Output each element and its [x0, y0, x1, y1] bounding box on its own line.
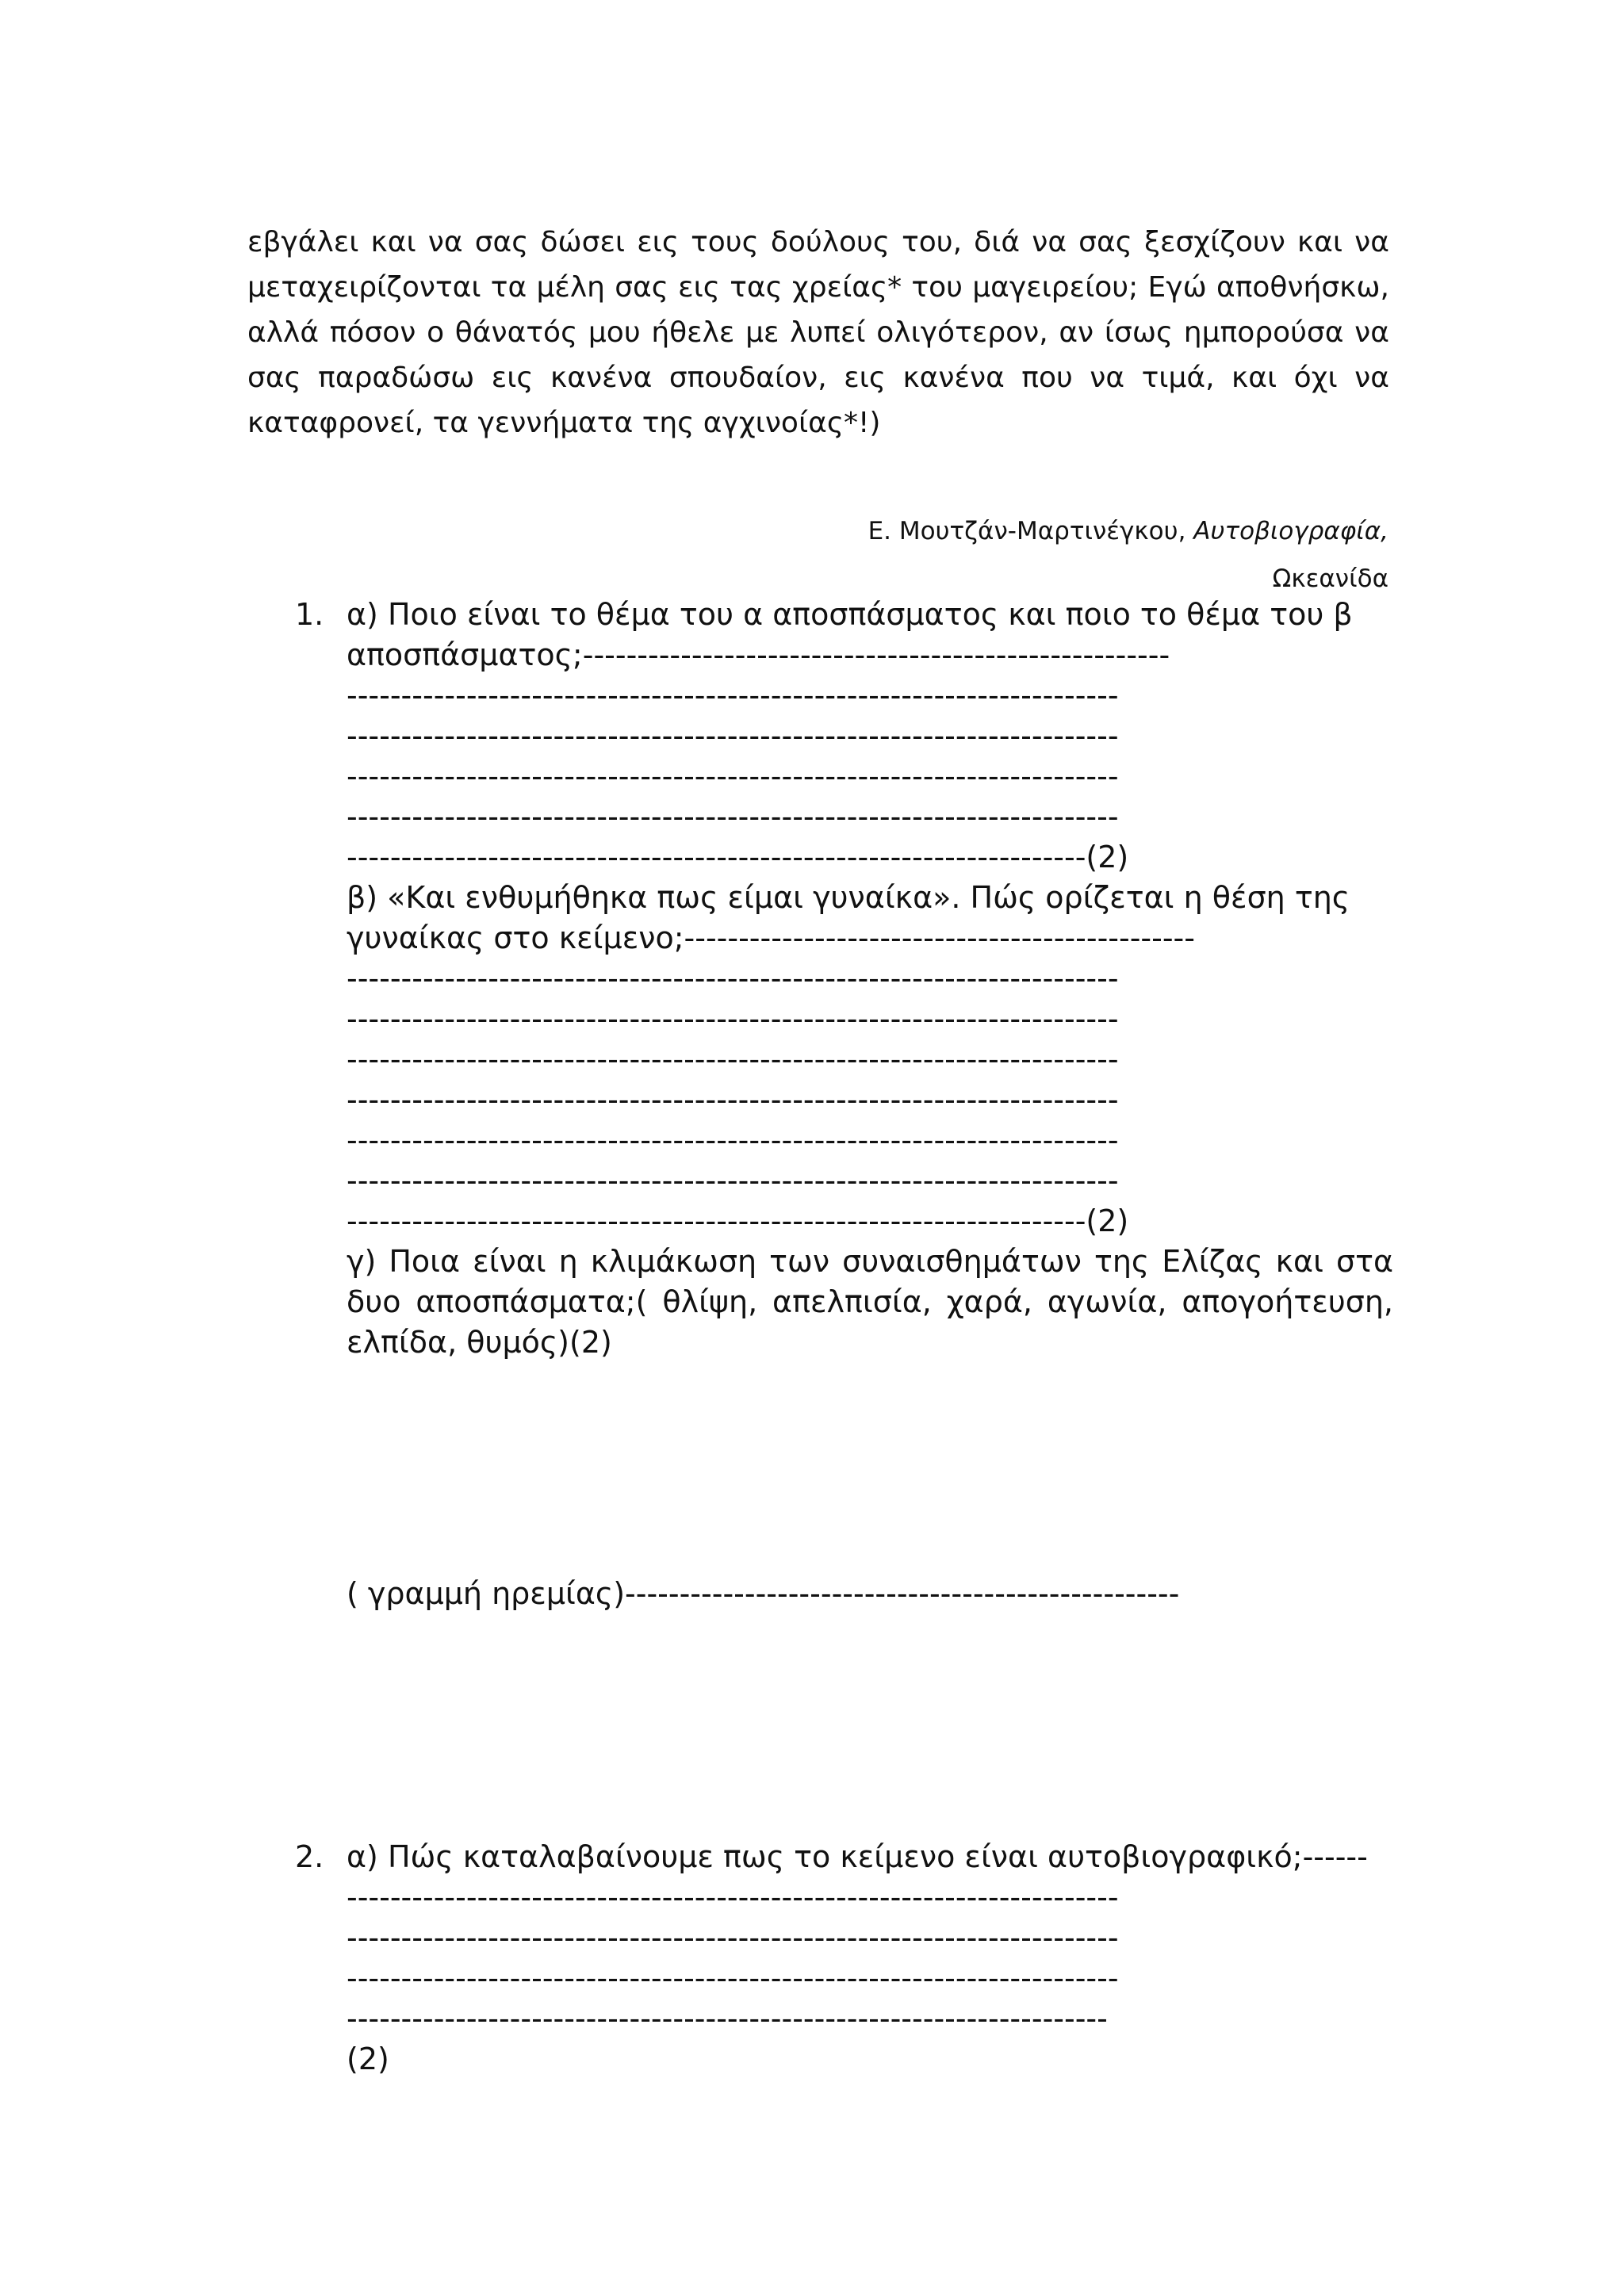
text-line: καταφρονεί, τα γεννήματα της αγχινοίας*!): [247, 407, 881, 439]
answer-line[interactable]: -----------------------------------------------------------------------: [347, 1082, 1119, 1117]
answer-line[interactable]: -----------------------------------------------------------------------: [347, 1123, 1119, 1158]
attribution-publisher: Ωκεανίδα: [1272, 564, 1388, 593]
question-2: [347, 1837, 1393, 2080]
score-label: (2): [347, 2042, 389, 2076]
question-text: γ) Ποια είναι η κλιμάκωση των συναισθημάτων της Ελίζας και στα: [347, 1244, 1393, 1279]
question-1: [347, 595, 1393, 1363]
answer-line-score[interactable]: --------------------------------------------------------------------(2): [347, 1203, 1129, 1238]
attribution-title: Αυτοβιογραφία,: [1193, 517, 1388, 545]
answer-line[interactable]: -----------------------------------------------------------------------: [347, 718, 1119, 753]
answer-line[interactable]: -----------------------------------------------------------------------: [347, 1880, 1119, 1915]
text-line: μεταχειρίζονται τα μέλη σας εις τας χρείας* του μαγειρείου; Εγώ αποθνήσκω,: [247, 271, 1389, 304]
text-line: σας παραδώσω εις κανένα σπουδαίον, εις κανένα που να τιμά, και όχι να: [247, 362, 1389, 394]
answer-line[interactable]: ----------------------------------------------------------------------: [347, 2001, 1108, 2036]
text-line: αλλά πόσον ο θάνατός μου ήθελε με λυπεί ολιγότερον, αν ίσως ημπορούσα να: [247, 316, 1389, 349]
calm-line[interactable]: ( γραμμή ηρεμίας)---------------------------------------------------: [347, 1576, 1180, 1611]
answer-line[interactable]: -----------------------------------------------------------------------: [347, 1163, 1119, 1198]
answer-line[interactable]: -----------------------------------------------------------------------: [347, 1961, 1119, 1996]
answer-line[interactable]: -----------------------------------------------------------------------: [347, 799, 1119, 834]
attribution: [868, 507, 1388, 603]
attribution-author: Ε. Μουτζάν-Μαρτινέγκου,: [868, 517, 1186, 545]
question-number: 1.: [295, 597, 324, 632]
question-text: β) «Και ενθυμήθηκα πως είμαι γυναίκα». Πώς ορίζεται η θέση της: [347, 880, 1350, 915]
question-text: α) Πώς καταλαβαίνουμε πως το κείμενο είναι αυτοβιογραφικό;------: [347, 1839, 1368, 1874]
attribution-line: [868, 507, 1388, 555]
answer-line[interactable]: -----------------------------------------------------------------------: [347, 1001, 1119, 1036]
question-text: α) Ποιο είναι το θέμα του α αποσπάσματος και ποιο το θέμα του β: [347, 597, 1353, 632]
answer-line[interactable]: -----------------------------------------------------------------------: [347, 1920, 1119, 1955]
question-text: αποσπάσματος;------------------------------------------------------: [347, 637, 1170, 672]
answer-line[interactable]: -----------------------------------------------------------------------: [347, 1042, 1119, 1077]
question-text: γυναίκας στο κείμενο;-----------------------------------------------: [347, 920, 1195, 955]
answer-line[interactable]: -----------------------------------------------------------------------: [347, 678, 1119, 713]
calm-line-block: [347, 1574, 1393, 1614]
text-line: εβγάλει και να σας δώσει εις τους δούλους του, διά να σας ξεσχίζουν και να: [247, 226, 1389, 258]
answer-line[interactable]: -----------------------------------------------------------------------: [347, 961, 1119, 996]
question-text: δυο αποσπάσματα;( θλίψη, απελπισία, χαρά, αγωνία, απογοήτευση,: [347, 1284, 1393, 1319]
answer-line-score[interactable]: --------------------------------------------------------------------(2): [347, 840, 1129, 874]
answer-line[interactable]: -----------------------------------------------------------------------: [347, 759, 1119, 794]
question-text: ελπίδα, θυμός)(2): [347, 1325, 612, 1360]
intro-paragraph: [247, 220, 1389, 446]
question-number: 2.: [295, 1839, 324, 1874]
